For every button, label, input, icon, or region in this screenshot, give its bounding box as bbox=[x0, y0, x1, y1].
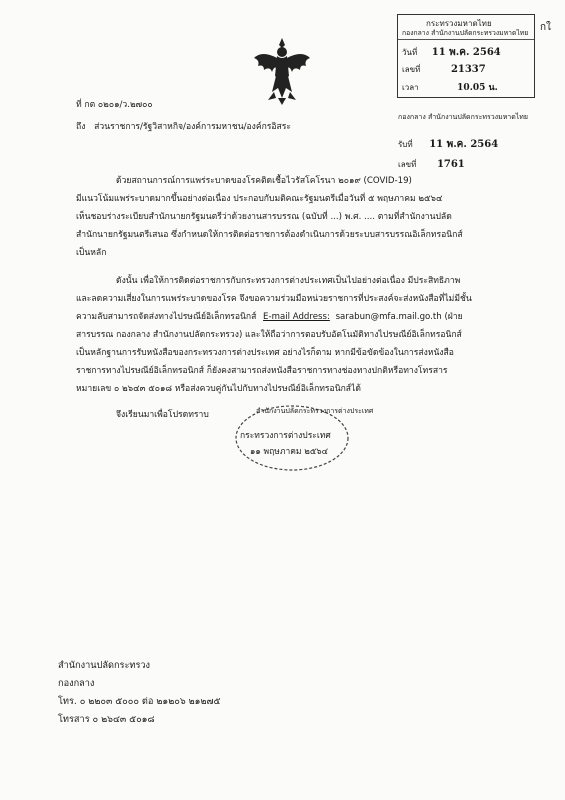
to-label: ถึง bbox=[76, 122, 86, 132]
document-number: ที่ กต ๐๒๐๑/ว.๒๗๐๐ bbox=[76, 100, 153, 110]
paragraph-2-line-3: ความลับสามารถจัดส่งทางไปรษณีย์อิเล็กทรอนิกส์ bbox=[76, 312, 257, 322]
paragraph-2-line-1: ดังนั้น เพื่อให้การติดต่อราชการกับกระทรวงการต่างประเทศเป็นไปอย่างต่อเนื่อง มีประสิทธิภาพ bbox=[116, 276, 461, 286]
stamp-dept: กองกลาง สำนักงานปลัดกระทรวงมหาดไทย bbox=[402, 29, 529, 37]
receiving-date-label: รับที่ bbox=[398, 140, 413, 149]
receiving-stamp-title: กองกลาง สำนักงานปลัดกระทรวงมหาดไทย bbox=[398, 113, 529, 121]
stamp-time-label: เวลา bbox=[402, 83, 419, 92]
paragraph-1-line-4: สำนักนายกรัฐมนตรีเสนอ ซึ่งกำหนดให้การติดต่อราชการต้องดำเนินการด้วยระบบสารบรรณอิเล็กทรอนิกส์ bbox=[76, 230, 463, 240]
footer-division: กองกลาง bbox=[58, 678, 95, 689]
receiving-date-value: 11 พ.ค. 2564 bbox=[429, 139, 499, 150]
footer-telephone: โทร. ๐ ๒๒๐๓ ๕๐๐๐ ต่อ ๒๑๒๐๖ ๒๑๒๗๕ bbox=[58, 696, 221, 707]
paragraph-2-line-4: สารบรรณ กองกลาง สำนักงานปลัดกระทรวง) และให้ถือว่าการตอบรับอัตโนมัติทางไปรษณีย์อิเล็กทรอนิกส์ bbox=[76, 330, 462, 340]
garuda-emblem bbox=[252, 36, 312, 106]
receiving-stamp bbox=[398, 112, 528, 171]
paragraph-1-line-5: เป็นหลัก bbox=[76, 248, 107, 258]
receiving-no-label: เลขที่ bbox=[398, 160, 417, 169]
official-seal bbox=[226, 402, 374, 472]
stamp-date-value: 11 พ.ค. 2564 bbox=[431, 47, 501, 58]
seal-ring-text: สำนักงานปลัดกระทรวงการต่างประเทศ bbox=[256, 407, 374, 415]
paragraph-1-line-1: ด้วยสถานการณ์การแพร่ระบาดของโรคติดเชื้อไวรัสโคโรนา ๒๐๑๙ (COVID-19) bbox=[116, 176, 412, 186]
seal-date: ๑๑ พฤษภาคม ๒๕๖๔ bbox=[250, 447, 329, 457]
stamp-org: กระทรวงมหาดไทย bbox=[426, 19, 492, 28]
stamp-time-value: 10.05 น. bbox=[457, 83, 498, 93]
to-recipients: ส่วนราชการ/รัฐวิสาหกิจ/องค์การมหาชน/องค์กรอิสระ bbox=[94, 122, 292, 132]
seal-ministry: กระทรวงการต่างประเทศ bbox=[240, 431, 331, 441]
paragraph-1-line-3: เห็นชอบร่างระเบียบสำนักนายกรัฐมนตรีว่าด้วยงานสารบรรณ (ฉบับที่ ...) พ.ศ. .... ตามที่สำนักงานปลัด bbox=[76, 212, 452, 222]
paragraph-2-line-5: เป็นหลักฐานการรับหนังสือของกระทรวงการต่างประเทศ อย่างไรก็ตาม หากมีข้อขัดข้องในการส่งหนังสือ bbox=[76, 348, 454, 358]
stamp-date-label: วันที่ bbox=[402, 48, 418, 57]
corner-handwritten-mark: กใ bbox=[540, 22, 551, 33]
footer-office: สำนักงานปลัดกระทรวง bbox=[58, 660, 151, 671]
paragraph-2-line-2: และลดความเสี่ยงในการแพร่ระบาดของโรค จึงขอความร่วมมือหน่วยราชการที่ประสงค์จะส่งหนังสือที่ไม่มีชั้น bbox=[76, 294, 472, 304]
email-address[interactable]: sarabun@mfa.mail.go.th (ฝ่าย bbox=[335, 312, 463, 322]
closing-line: จึงเรียนมาเพื่อโปรดทราบ bbox=[116, 410, 209, 420]
email-address-label: E-mail Address: bbox=[263, 312, 330, 322]
stamp-number-label: เลขที่ bbox=[402, 65, 421, 74]
receipt-stamp-box bbox=[397, 14, 535, 98]
paragraph-1-line-2: มีแนวโน้มแพร่ระบาดมากขึ้นอย่างต่อเนื่อง ประกอบกับมติคณะรัฐมนตรีเมื่อวันที่ ๕ พฤษภาคม ๒๕๖๔ bbox=[76, 194, 443, 204]
paragraph-2-line-6: ราชการทางไปรษณีย์อิเล็กทรอนิกส์ ก็ยังคงสามารถส่งหนังสือราชการทางช่องทางปกติหรือทางโทรสาร bbox=[76, 366, 448, 376]
footer-fax: โทรสาร ๐ ๒๖๔๓ ๕๐๑๘ bbox=[58, 714, 155, 725]
stamp-number-value: 21337 bbox=[450, 64, 486, 75]
receiving-no-value: 1761 bbox=[436, 159, 465, 170]
paragraph-2-line-7: หมายเลข ๐ ๒๖๔๓ ๕๐๑๘ หรือส่งควบคู่กันไปกับทางไปรษณีย์อิเล็กทรอนิกส์ได้ bbox=[76, 384, 361, 394]
